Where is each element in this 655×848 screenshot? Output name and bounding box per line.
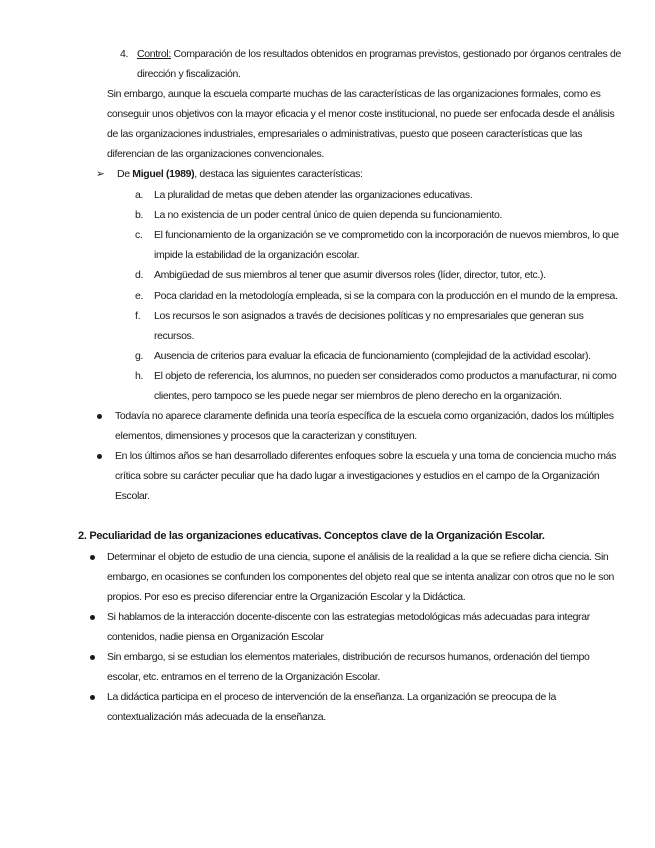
miguel-post: , destaca las siguientes características:: [194, 168, 363, 180]
feature-d-text: Ambigüedad de sus miembros al tener que asumir diversos roles (líder, director, tutor, etc.).: [154, 269, 546, 281]
bullet-icon: [90, 555, 95, 560]
bullet-text: La didáctica participa en el proceso de intervención de la enseñanza. La organización se preocupa de la: [107, 691, 557, 703]
feature-c-marker: c.: [135, 229, 143, 241]
bullet-text: elementos, dimensiones y procesos que la caracterizan y constituyen.: [115, 430, 417, 442]
feature-e-text: Poca claridad en la metodología empleada, si se la compara con la producción en el mundo de la empresa.: [154, 290, 618, 302]
bullet-icon: [90, 695, 95, 700]
bullet-icon: [90, 655, 95, 660]
bullet-text: embargo, en ocasiones se confunden los componentes del objeto real que se intenta analizar con otros que no le son: [107, 571, 615, 583]
bullet-icon: [97, 414, 102, 419]
bullet-text: propios. Por eso es preciso diferenciar entre la Organización Escolar y la Didáctica.: [107, 591, 466, 603]
bullet-text: Todavía no aparece claramente definida una teoría específica de la escuela como organización, dados los múltiples: [115, 410, 614, 422]
bullet-text: En los últimos años se han desarrollado diferentes enfoques sobre la escuela y una toma de conciencia mucho más: [115, 450, 617, 462]
feature-h-text-cont: clientes, pero tampoco se les puede negar ser miembros de pleno derecho en la organización.: [154, 390, 562, 402]
bullet-icon: [90, 615, 95, 620]
paragraph-line: conseguir unos objetivos con la mayor eficacia y el menor coste institucional, no puede ser enfocada desde el análisis: [107, 108, 615, 120]
feature-a-marker: a.: [135, 189, 144, 201]
bullet-text: contenidos, nadie piensa en Organización Escolar: [107, 631, 324, 643]
section-heading: 2. Peculiaridad de las organizaciones educativas. Conceptos clave de la Organización Escolar.: [78, 530, 545, 542]
item-4-line: [137, 47, 621, 61]
miguel-intro: [117, 167, 363, 181]
paragraph-line: de las organizaciones industriales, empresariales o administrativas, puesto que poseen características que las: [107, 128, 583, 140]
miguel-author: Miguel (1989): [132, 168, 195, 180]
paragraph-line: diferencian de las organizaciones convencionales.: [107, 148, 324, 160]
feature-f-text-cont: recursos.: [154, 330, 195, 342]
feature-b-marker: b.: [135, 209, 144, 221]
bullet-text: Si hablamos de la interacción docente-discente con las estrategias metodológicas más adecuadas para integrar: [107, 611, 590, 623]
bullet-text: Determinar el objeto de estudio de una ciencia, supone el análisis de la realidad a la que se refiere dicha ciencia. Sin: [107, 551, 609, 563]
item-4-continuation: dirección y fiscalización.: [137, 68, 241, 80]
feature-d-marker: d.: [135, 269, 144, 281]
feature-c-text: El funcionamiento de la organización se ve comprometido con la incorporación de nuevos miembros, lo que: [154, 229, 619, 241]
bullet-text: escolar, etc. entramos en el terreno de la Organización Escolar.: [107, 671, 380, 683]
feature-f-marker: f.: [135, 310, 141, 322]
item-4-text: Comparación de los resultados obtenidos en programas previstos, gestionado por órganos centrales de: [170, 48, 622, 60]
bullet-text: crítica sobre su carácter peculiar que ha dado lugar a investigaciones y estudios en el campo de la Organización: [115, 470, 600, 482]
item-4-number: 4.: [120, 48, 129, 60]
arrow-bullet-icon: ➢: [96, 168, 105, 180]
bullet-text: contextualización más adecuada de la enseñanza.: [107, 711, 326, 723]
bullet-text: Sin embargo, si se estudian los elementos materiales, distribución de recursos humanos, ordenación del tiempo: [107, 651, 590, 663]
paragraph-line: Sin embargo, aunque la escuela comparte muchas de las características de las organizaciones formales, como es: [107, 88, 601, 100]
feature-e-marker: e.: [135, 290, 144, 302]
bullet-text: Escolar.: [115, 490, 150, 502]
feature-g-text: Ausencia de criterios para evaluar la eficacia de funcionamiento (complejidad de la actividad escolar).: [154, 350, 591, 362]
bullet-icon: [97, 454, 102, 459]
feature-g-marker: g.: [135, 350, 144, 362]
feature-c-text-cont: impide la estabilidad de la organización escolar.: [154, 249, 360, 261]
feature-a-text: La pluralidad de metas que deben atender las organizaciones educativas.: [154, 189, 473, 201]
feature-h-marker: h.: [135, 370, 144, 382]
feature-h-text: El objeto de referencia, los alumnos, no pueden ser considerados como productos a manufacturar, ni como: [154, 370, 617, 382]
miguel-pre: De: [117, 168, 133, 180]
feature-b-text: La no existencia de un poder central único de quien dependa su funcionamiento.: [154, 209, 503, 221]
feature-f-text: Los recursos le son asignados a través de decisiones políticas y no empresariales que generan sus: [154, 310, 584, 322]
item-4-label: Control:: [137, 48, 171, 60]
